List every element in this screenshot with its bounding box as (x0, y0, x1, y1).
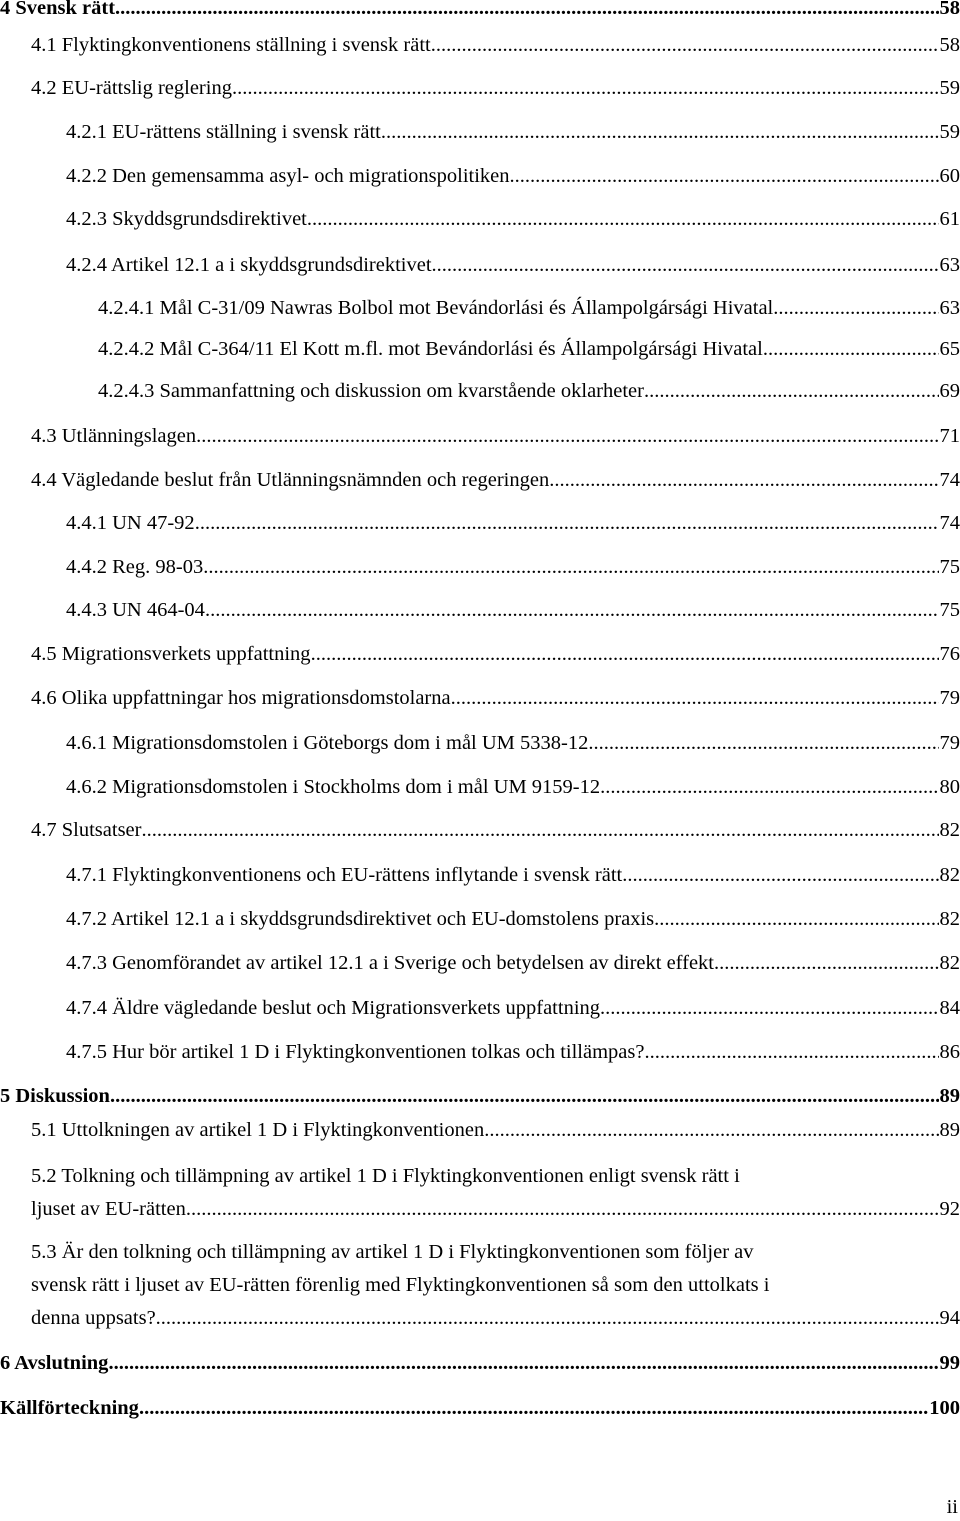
toc-entry-4-4-1[interactable] (66, 509, 960, 537)
dot-leader (141, 816, 938, 844)
toc-page-number: 63 (939, 254, 960, 276)
toc-entry-title: 4.2.4 Artikel 12.1 a i skyddsgrundsdirektivet (66, 254, 432, 276)
toc-page-number: 94 (939, 1307, 960, 1329)
toc-entry-title: 4.7.5 Hur bör artikel 1 D i Flyktingkonventionen tolkas och tillämpas? (66, 1041, 645, 1063)
toc-entry-4-7-2[interactable] (66, 905, 960, 933)
toc-entry-title: 4.6.1 Migrationsdomstolen i Göteborgs dom i mål UM 5338-12 (66, 732, 589, 754)
toc-entry-4-7-3[interactable] (66, 949, 960, 977)
toc-page-number: 79 (939, 732, 960, 754)
toc-page-number: 74 (939, 469, 960, 491)
dot-leader (622, 861, 938, 889)
toc-page-number: 75 (939, 599, 960, 621)
toc-page-number: 59 (939, 121, 960, 143)
dot-leader (307, 205, 939, 233)
dot-leader (203, 553, 938, 581)
dot-leader (432, 251, 939, 279)
toc-page-number: 82 (939, 819, 960, 841)
toc-entry-4-3[interactable] (31, 422, 960, 450)
toc-entry-4-7-1[interactable] (66, 861, 960, 889)
dot-leader (510, 162, 939, 190)
dot-leader (195, 509, 939, 537)
toc-entry-title: Källförteckning (0, 1397, 139, 1419)
dot-leader (763, 335, 939, 363)
dot-leader (644, 377, 939, 405)
toc-entry-title: 4.4.1 UN 47-92 (66, 512, 195, 534)
dot-leader (311, 640, 939, 668)
toc-entry-4-2-4-1[interactable] (98, 294, 960, 322)
toc-entry-4-2-3[interactable] (66, 205, 960, 233)
toc-page-number: 59 (939, 77, 960, 99)
toc-entry-title: 4.7.4 Äldre vägledande beslut och Migrationsverkets uppfattning (66, 997, 601, 1019)
toc-page-number: 58 (939, 0, 960, 19)
dot-leader (156, 1302, 939, 1335)
toc-entry-title: 5 Diskussion (0, 1085, 110, 1107)
toc-page-number: 92 (939, 1198, 960, 1220)
toc-entry-4-6-2[interactable] (66, 773, 960, 801)
toc-entry-4-4-3[interactable] (66, 596, 960, 624)
toc-entry-title: 4.6.2 Migrationsdomstolen i Stockholms dom i mål UM 9159-12 (66, 776, 601, 798)
toc-entry-5[interactable] (0, 1082, 960, 1110)
dot-leader (600, 994, 938, 1022)
dot-leader (205, 596, 939, 624)
toc-entry-4-7[interactable] (31, 816, 960, 844)
dot-leader (232, 74, 939, 102)
toc-page-number: 80 (939, 776, 960, 798)
dot-leader (381, 118, 939, 146)
toc-page-number: 89 (939, 1119, 960, 1141)
dot-leader (654, 905, 938, 933)
toc-entry-title: 4.2.2 Den gemensamma asyl- och migrationspolitiken (66, 165, 510, 187)
toc-page-number: 65 (939, 338, 960, 360)
toc-page-number: 76 (939, 643, 960, 665)
toc-entry-title: 4.2.1 EU-rättens ställning i svensk rätt (66, 121, 381, 143)
toc-page-number: 75 (939, 556, 960, 578)
toc-entry-5-3[interactable] (31, 1236, 960, 1335)
toc-page-number: 61 (939, 208, 960, 230)
toc-page-number: 82 (939, 952, 960, 974)
toc-page-number: 84 (939, 997, 960, 1019)
toc-entry-title: 4.1 Flyktingkonventionens ställning i svensk rätt (31, 34, 431, 56)
toc-entry-title: 4.2.4.2 Mål C-364/11 El Kott m.fl. mot Bevándorlási és Állampolgársági Hivatal (98, 338, 763, 360)
dot-leader (484, 1116, 938, 1144)
toc-entry-title-line: svensk rätt i ljuset av EU-rätten förenlig med Flyktingkonventionen så som den uttolkats i (31, 1274, 770, 1296)
toc-entry-title: 4.3 Utlänningslagen (31, 425, 197, 447)
toc-entry-title-line: 5.2 Tolkning och tillämpning av artikel 1 D i Flyktingkonventionen enligt svensk rätt i (31, 1165, 740, 1187)
toc-entry-title: 4.7.2 Artikel 12.1 a i skyddsgrundsdirektivet och EU-domstolens praxis (66, 908, 655, 930)
toc-entry-title: 4.4.3 UN 464-04 (66, 599, 205, 621)
toc-entry-title: 4.2 EU-rättslig reglering (31, 77, 232, 99)
toc-entry-title: 4.4.2 Reg. 98-03 (66, 556, 204, 578)
toc-entry-5-2[interactable] (31, 1160, 960, 1226)
toc-entry-title: 4.7.3 Genomförandet av artikel 12.1 a i Sverige och betydelsen av direkt effekt (66, 952, 715, 974)
toc-entry-title: 4.4 Vägledande beslut från Utlänningsnämnden och regeringen (31, 469, 550, 491)
toc-entry-title: 4.7 Slutsatser (31, 819, 142, 841)
toc-entry-4-2-2[interactable] (66, 162, 960, 190)
dot-leader (714, 949, 938, 977)
toc-entry-title: 4.2.4.1 Mål C-31/09 Nawras Bolbol mot Bevándorlási és Állampolgársági Hivatal (98, 297, 774, 319)
toc-entry-4-4-2[interactable] (66, 553, 960, 581)
dot-leader (588, 729, 938, 757)
dot-leader (431, 31, 939, 59)
toc-entry-4-4[interactable] (31, 466, 960, 494)
toc-entry-4-7-4[interactable] (66, 994, 960, 1022)
toc-page-number: 82 (939, 908, 960, 930)
toc-page-number: 82 (939, 864, 960, 886)
dot-leader (773, 294, 938, 322)
dot-leader (451, 684, 939, 712)
toc-entry-4-2-4[interactable] (66, 251, 960, 279)
dot-leader (115, 0, 938, 22)
toc-entry-title: 4.7.1 Flyktingkonventionens och EU-rättens inflytande i svensk rätt (66, 864, 623, 886)
toc-page-number: 100 (929, 1397, 960, 1419)
toc-entry-4-2-4-3[interactable] (98, 377, 960, 405)
toc-page-number: 86 (939, 1041, 960, 1063)
page-number: ii (946, 1496, 958, 1518)
toc-page-number: 60 (939, 165, 960, 187)
toc-entry-title: 4.2.3 Skyddsgrundsdirektivet (66, 208, 307, 230)
toc-entry-4-6[interactable] (31, 684, 960, 712)
toc-entry-title: 4 Svensk rätt (0, 0, 116, 19)
dot-leader (108, 1349, 938, 1377)
dot-leader (110, 1082, 939, 1110)
toc-entry-title-line: 5.3 Är den tolkning och tillämpning av artikel 1 D i Flyktingkonventionen som följer av (31, 1241, 754, 1263)
toc-page-number: 79 (939, 687, 960, 709)
toc-entry-6[interactable] (0, 1349, 960, 1377)
toc-entry-title: 6 Avslutning (0, 1352, 109, 1374)
toc-entry-title: 4.5 Migrationsverkets uppfattning (31, 643, 311, 665)
toc-page-number: 71 (939, 425, 960, 447)
toc-entry-kallforteckning[interactable] (0, 1394, 960, 1422)
toc-entry-title: 4.6 Olika uppfattningar hos migrationsdomstolarna (31, 687, 451, 709)
toc-entry-4-5[interactable] (31, 640, 960, 668)
toc-entry-4[interactable] (0, 0, 960, 22)
dot-leader (186, 1193, 939, 1226)
dot-leader (549, 466, 938, 494)
toc-entry-4-6-1[interactable] (66, 729, 960, 757)
toc-entry-4-2-1[interactable] (66, 118, 960, 146)
toc-entry-4-2[interactable] (31, 74, 960, 102)
dot-leader (600, 773, 938, 801)
dot-leader (139, 1394, 928, 1422)
dot-leader (644, 1038, 938, 1066)
toc-entry-4-1[interactable] (31, 31, 960, 59)
toc-page-number: 89 (939, 1085, 960, 1107)
toc-page-number: 63 (939, 297, 960, 319)
toc-entry-title: ljuset av EU-rätten (31, 1198, 186, 1220)
toc-page-number: 69 (939, 380, 960, 402)
dot-leader (196, 422, 938, 450)
toc-entry-5-1[interactable] (31, 1116, 960, 1144)
toc-page-number: 74 (939, 512, 960, 534)
toc-entry-4-7-5[interactable] (66, 1038, 960, 1066)
toc-page-number: 99 (939, 1352, 960, 1374)
toc-entry-4-2-4-2[interactable] (98, 335, 960, 363)
toc-entry-title: denna uppsats? (31, 1307, 156, 1329)
toc-entry-title: 5.1 Uttolkningen av artikel 1 D i Flyktingkonventionen (31, 1119, 485, 1141)
toc-page-number: 58 (939, 34, 960, 56)
toc-entry-title: 4.2.4.3 Sammanfattning och diskussion om kvarstående oklarheter (98, 380, 644, 402)
